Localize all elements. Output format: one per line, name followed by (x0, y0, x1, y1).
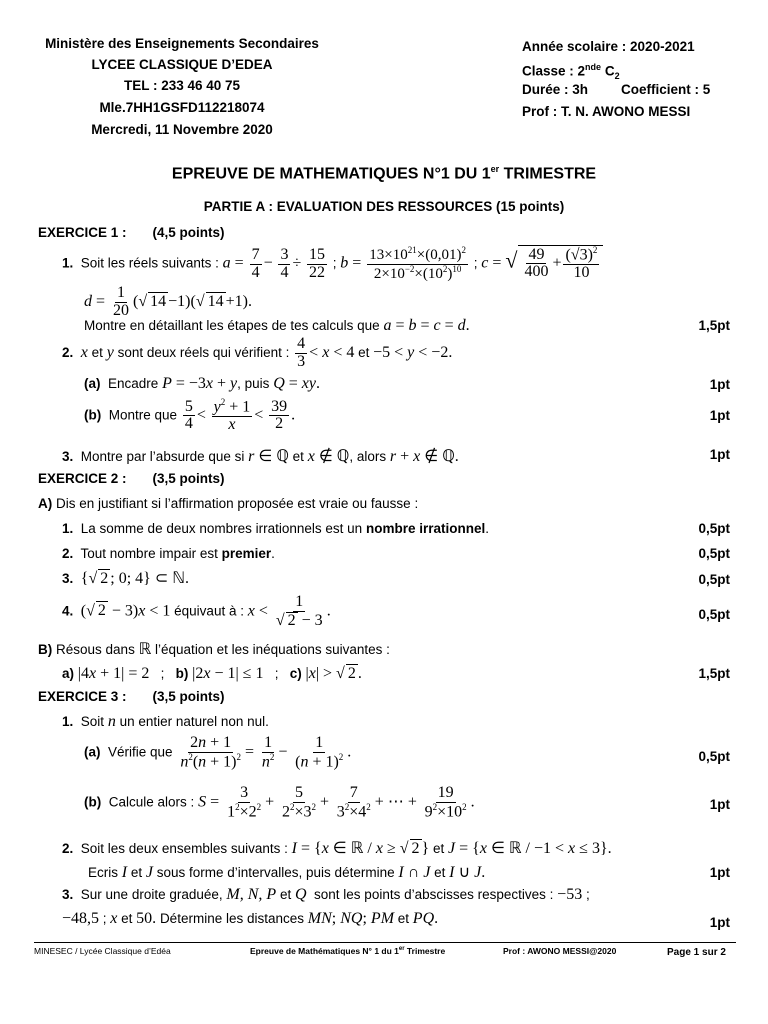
ex3-q3-points: 1pt (709, 915, 730, 930)
ex3-q2-line2: Ecris I et J sous forme d’intervalles, puis détermine I ∩ J et I ∪ J. (88, 864, 486, 881)
part-title: PARTIE A : EVALUATION DES RESSOURCES (15 points) (203, 199, 565, 214)
ex1-q2a: (a) Encadre P = −3x + y, puis Q = xy. (84, 375, 320, 392)
ex3-q1b: (b) Calcule alors : S = $\frac{3}{1^2\times 2^2}$ + $\frac{5}{2^2\times 3^2}$ + $\frac{7}{3^2\times 4^2}$ + ⋯ + $\frac{19}{9^2\times 10^2}$ . (84, 784, 475, 821)
school-name: LYCEE CLASSIQUE D’EDEA (91, 57, 273, 72)
ex1-q2b-points: 1pt (709, 408, 730, 423)
ex2-A3: 3. {√ 2 ; 0; 4} ⊂ ℕ. (62, 570, 190, 587)
class-info: Classe : 2nde $C_2$ (522, 62, 620, 82)
ex1-q1-line1: 1. Soit les réels suivants : a = $\frac{7}{4}$ − $\frac{3}{4}$ ÷ $\frac{15}{22}$ ; b = $\frac{13\times 10^{21}\times(0,01)^2}{2\times 10^{-2}\times(10^2)^{10}}$ ; c = √ $\frac{49}{400}$ + $\frac{(√3)^2}{10}$ (62, 245, 603, 282)
exercise-3-title: EXERCICE 3 : (3,5 points) (38, 689, 225, 704)
ex3-q2: 2. Soit les deux ensembles suivants : I = {x ∈ ℝ / x ≥ √ 2 } et J = {x ∈ ℝ / −1 < x ≤ 3}. (62, 840, 612, 857)
footer-exam: Epreuve de Mathématiques N° 1 du 1er Trimestre (250, 946, 446, 956)
ex2-B-equations: a) |4x + 1| = 2 ; b) |2x − 1| ≤ 1 ; c) |x| > √ 2 . (62, 665, 362, 682)
footer-teacher: Prof : AWONO MESSI@2020 (503, 946, 617, 956)
coefficient: Coefficient : 5 (621, 82, 711, 97)
ex2-A1-points: 0,5pt (698, 521, 730, 536)
ex1-q2: 2. x et y sont deux réels qui vérifient : $\frac{4}{3}$ < x < 4 et −5 < y < −2. (62, 335, 453, 370)
page-number: Page 1 sur 2 (667, 947, 726, 958)
ex1-q2a-points: 1pt (709, 377, 730, 392)
school-year: Année scolaire : 2020-2021 (522, 39, 695, 54)
ex3-q3-line2: −48,5 ; x et 50. Détermine les distances MN; NQ; PM et PQ. (62, 910, 439, 927)
ex3-q2-points: 1pt (709, 865, 730, 880)
footer-rule (34, 942, 736, 943)
ex3-q1: 1. Soit n un entier naturel non nul. (62, 713, 269, 730)
ex2-B-points: 1,5pt (698, 666, 730, 681)
ex2-A1: 1. La somme de deux nombres irrationnels est un nombre irrationnel. (62, 521, 489, 536)
ex2-A4: 4. (√ 2 − 3)x < 1 équivaut à : x < $\frac{1}{√ 2 - 3}$ . (62, 593, 331, 629)
ex2-A2: 2. Tout nombre impair est premier. (62, 546, 275, 561)
ex1-q1-points: 1,5pt (698, 318, 730, 333)
school-id: Mle.7HH1GSFD112218074 (99, 100, 265, 115)
exam-date: Mercredi, 11 Novembre 2020 (91, 122, 273, 137)
exercise-1-title: EXERCICE 1 : (4,5 points) (38, 225, 225, 240)
duration: Durée : 3h (522, 82, 589, 97)
ex2-A2-points: 0,5pt (698, 546, 730, 561)
footer-school: MINESEC / Lycée Classique d’Edéa (34, 946, 171, 956)
ex1-q3-points: 1pt (709, 447, 730, 462)
exam-title: EPREUVE DE MATHEMATIQUES N°1 DU 1er TRIMESTRE (171, 164, 597, 183)
ex1-q2b: (b) Montre que $\frac{5}{4}$ < $\frac{y^2 + 1}{x}$ < $\frac{39}{2}$ . (84, 397, 296, 434)
exercise-2-title: EXERCICE 2 : (3,5 points) (38, 471, 225, 486)
teacher: Prof : T. N. AWONO MESSI (522, 104, 691, 119)
ex2-A3-points: 0,5pt (698, 572, 730, 587)
ex3-q3: 3. Sur une droite graduée, M, N, P et Q sont les points d’abscisses respectives : −53 ; (62, 886, 590, 903)
ex1-q1-show: Montre en détaillant les étapes de tes calculs que a = b = c = d. (84, 317, 470, 334)
ex3-q1b-points: 1pt (709, 797, 730, 812)
ex3-q1a: (a) Vérifie que $\frac{2n + 1}{n^2(n + 1)^2}$ = $\frac{1}{n^2}$ − $\frac{1}{(n + 1)^2}$ . (84, 734, 352, 771)
ministry-name: Ministère des Enseignements Secondaires (45, 36, 319, 51)
ex1-q1-line2: d = $\frac{1}{20}$ (√ 14 −1)(√ 14 +1). (84, 284, 252, 319)
ex2-B-intro: B) Résous dans ℝ l’équation et les inéquations suivantes : (38, 641, 390, 658)
ex2-A-intro: A) Dis en justifiant si l’affirmation proposée est vraie ou fausse : (38, 496, 419, 511)
ex1-q3: 3. Montre par l’absurde que si r ∈ ℚ et x ∉ ℚ, alors r + x ∉ ℚ. (62, 448, 459, 465)
ex3-q1a-points: 0,5pt (698, 749, 730, 764)
school-phone: TEL : 233 46 40 75 (123, 78, 241, 93)
ex2-A4-points: 0,5pt (698, 607, 730, 622)
